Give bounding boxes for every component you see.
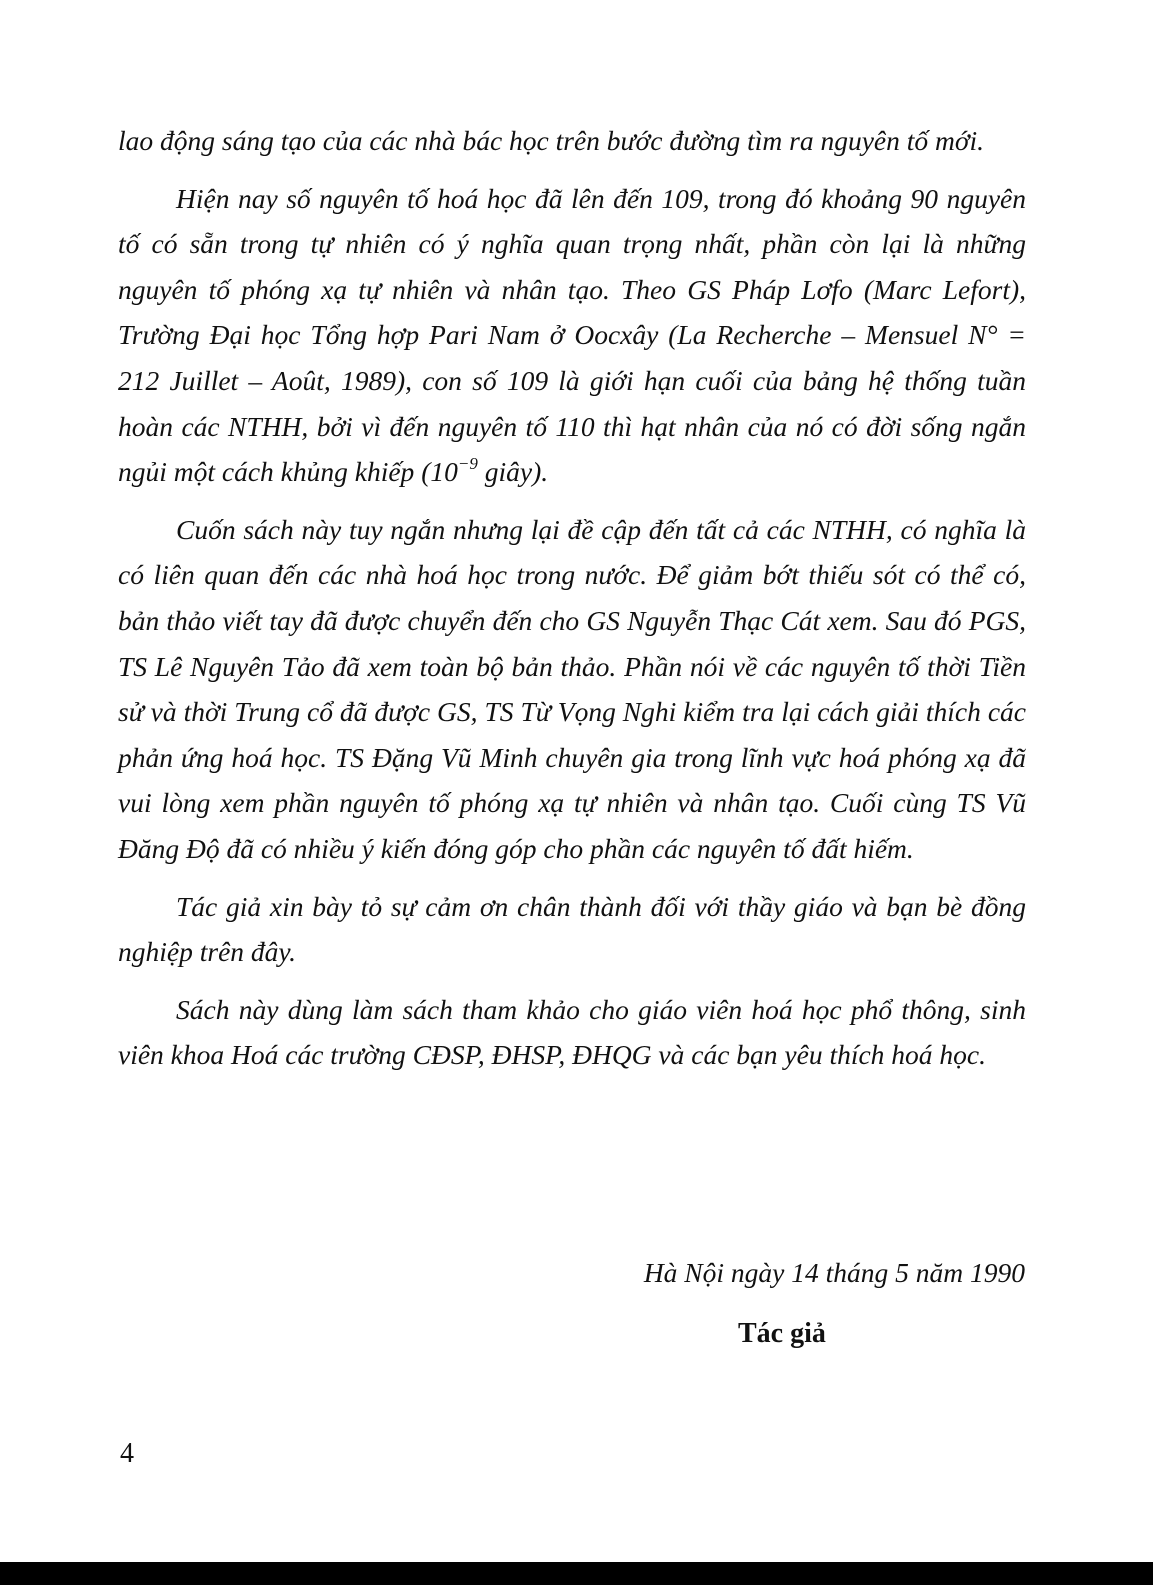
preface-body [118, 118, 1026, 1090]
paragraph-acknowledged-reviewers: Cuốn sách này tuy ngắn nhưng lại đề cập đến tất cả các NTHH, có nghĩa là có liên quan đến các nhà hoá học trong nước. Để giảm bớt thiếu sót có thể có, bản thảo viết tay đã được chuyển đến cho GS Nguyễn Thạc Cát xem. Sau đó PGS, TS Lê Nguyên Tảo đã xem toàn bộ bản thảo. Phần nói về các nguyên tố thời Tiền sử và thời Trung cổ đã được GS, TS Từ Vọng Nghi kiểm tra lại cách giải thích các phản ứng hoá học. TS Đặng Vũ Minh chuyên gia trong lĩnh vực hoá phóng xạ đã vui lòng xem phần nguyên tố phóng xạ tự nhiên và nhân tạo. Cuối cùng TS Vũ Đăng Độ đã có nhiều ý kiến đóng góp cho phần các nguyên tố đất hiếm. [118, 513, 1026, 864]
paragraph-continuation: lao động sáng tạo của các nhà bác học trên bước đường tìm ra nguyên tố mới. [118, 125, 985, 156]
signoff-date: Hà Nội ngày 14 tháng 5 năm 1990 [643, 1257, 1025, 1288]
lifetime-expression: ($10^{-9}$ giây). [421, 454, 549, 488]
paragraph-element-count [118, 176, 1026, 495]
page-number: 4 [120, 1438, 134, 1469]
paragraph-audience: Sách này dùng làm sách tham khảo cho giáo viên hoá học phổ thông, sinh viên khoa Hoá các trường CĐSP, ĐHSP, ĐHQG và các bạn yêu thích hoá học. [118, 993, 1026, 1071]
paragraph-text: Hiện nay số nguyên tố hoá học đã lên đến 109, trong đó khoảng 90 nguyên tố có sẵn trong tự nhiên có ý nghĩa quan trọng nhất, phần còn lại là những nguyên tố phóng xạ tự nhiên và nhân tạo. Theo GS Pháp Lơfo (Marc Lefort), Trường Đại học Tổng hợp Pari Nam ở Oocxây (La Recherche – Mensuel N° = 212 Juillet – Août, 1989), con số 109 là giới hạn cuối của bảng hệ thống tuần hoàn các NTHH, bởi vì đến nguyên tố 110 thì hạt nhân của nó có đời sống ngắn ngủi một cách khủng khiếp [118, 182, 1026, 488]
signoff-author: Tác giả [738, 1318, 826, 1349]
scan-border [0, 1562, 1153, 1585]
paragraph-thanks: Tác giả xin bày tỏ sự cảm ơn chân thành đối với thầy giáo và bạn bè đồng nghiệp trên đây. [118, 890, 1026, 968]
exponent: −9 [457, 454, 478, 473]
